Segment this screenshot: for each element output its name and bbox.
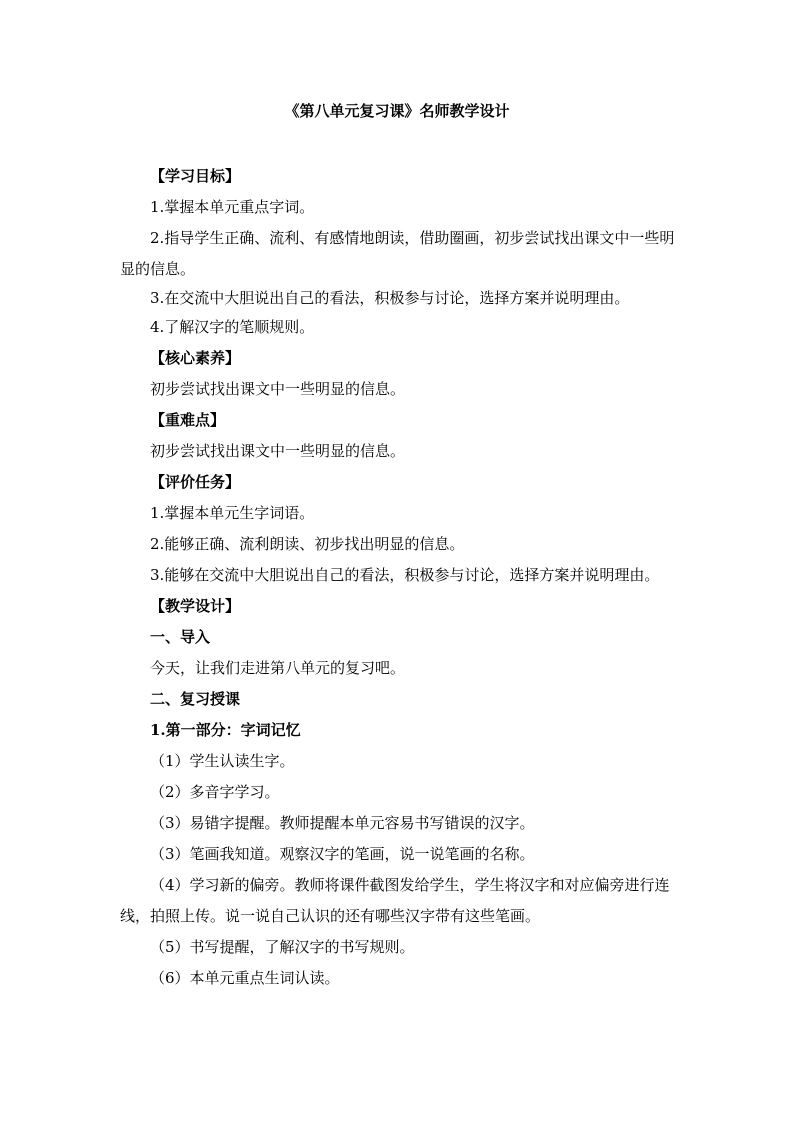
document-title: 《第八单元复习课》名师教学设计 bbox=[284, 102, 510, 120]
paragraph-goal-3: 3.在交流中大胆说出自己的看法，积极参与讨论，选择方案并说明理由。 bbox=[150, 289, 630, 307]
document-body bbox=[120, 161, 680, 994]
list-item-3b: （3）笔画我知道。观察汉字的笔画，说一说笔画的名称。 bbox=[150, 845, 535, 863]
paragraph-evaluation-3: 3.能够在交流中大胆说出自己的看法，积极参与讨论，选择方案并说明理由。 bbox=[150, 566, 660, 584]
list-item-3a: （3）易错字提醒。教师提醒本单元容易书写错误的汉字。 bbox=[150, 814, 535, 832]
heading-teaching-design: 【教学设计】 bbox=[150, 597, 241, 615]
paragraph-goal-1: 1.掌握本单元重点字词。 bbox=[150, 198, 315, 216]
heading-evaluation-tasks: 【评价任务】 bbox=[150, 473, 241, 491]
paragraph-key-difficulties: 初步尝试找出课文中一些明显的信息。 bbox=[150, 442, 406, 460]
list-item-2: （2）多音字学习。 bbox=[150, 783, 280, 801]
list-item-6: （6）本单元重点生词认读。 bbox=[150, 969, 340, 987]
paragraph-introduction: 今天，让我们走进第八单元的复习吧。 bbox=[150, 659, 406, 677]
heading-learning-goals: 【学习目标】 bbox=[150, 167, 241, 185]
heading-part-one: 1.第一部分：字词记忆 bbox=[150, 721, 301, 739]
heading-review-lesson: 二、复习授课 bbox=[150, 690, 241, 708]
paragraph-evaluation-2: 2.能够正确、流利朗读、初步找出明显的信息。 bbox=[150, 535, 465, 553]
heading-core-literacy: 【核心素养】 bbox=[150, 349, 241, 367]
paragraph-goal-2: 2.指导学生正确、流利、有感情地朗读，借助圈画，初步尝试找出课文中一些明显的信息。 bbox=[120, 229, 675, 278]
list-item-1: （1）学生认读生字。 bbox=[150, 752, 295, 770]
list-item-4: （4）学习新的偏旁。教师将课件截图发给学生，学生将汉字和对应偏旁进行连线，拍照上传。说一说自己认识的还有哪些汉字带有这些笔画。 bbox=[120, 876, 670, 925]
list-item-5: （5）书写提醒，了解汉字的书写规则。 bbox=[150, 938, 415, 956]
paragraph-goal-4: 4.了解汉字的笔顺规则。 bbox=[150, 318, 315, 336]
heading-key-difficulties: 【重难点】 bbox=[150, 411, 226, 429]
paragraph-evaluation-1: 1.掌握本单元生字词语。 bbox=[150, 504, 315, 522]
heading-introduction: 一、导入 bbox=[150, 628, 211, 646]
paragraph-core-literacy: 初步尝试找出课文中一些明显的信息。 bbox=[150, 380, 406, 398]
